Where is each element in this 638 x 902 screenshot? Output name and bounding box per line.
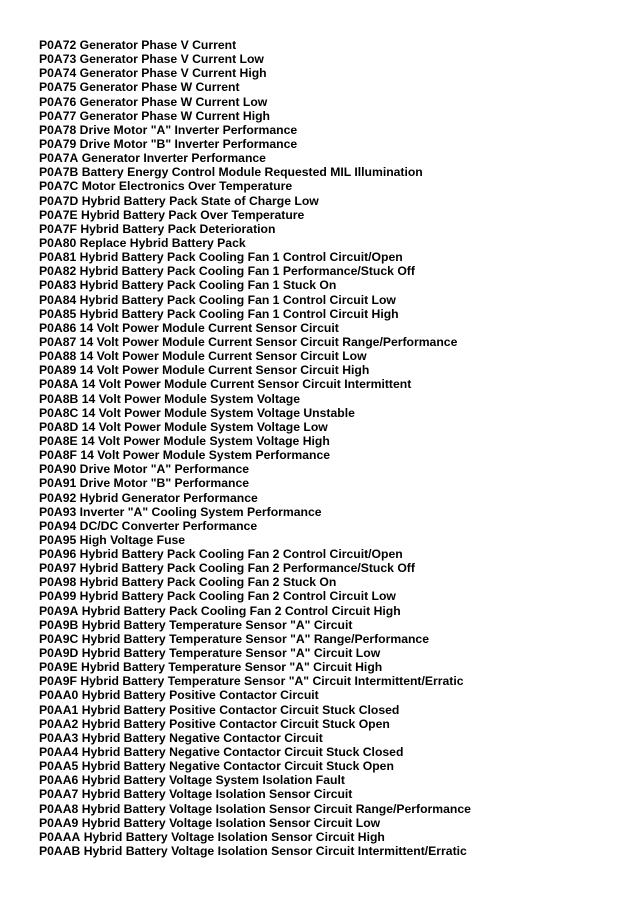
dtc-description: 14 Volt Power Module System Voltage High — [81, 433, 330, 448]
list-item — [39, 377, 471, 391]
dtc-description: Hybrid Battery Temperature Sensor "A" Circuit — [81, 617, 353, 632]
dtc-description: Inverter "A" Cooling System Performance — [79, 504, 322, 519]
dtc-code: P0A84 — [39, 292, 77, 307]
dtc-description: Generator Phase V Current Low — [79, 52, 264, 67]
list-item — [39, 802, 471, 816]
list-item — [39, 604, 471, 618]
dtc-description: Hybrid Battery Negative Contactor Circuit Stuck Open — [81, 759, 394, 774]
code-list — [39, 38, 471, 858]
dtc-description: 14 Volt Power Module System Voltage Unstable — [81, 405, 355, 420]
dtc-description: Hybrid Battery Pack Cooling Fan 1 Performance/Stuck Off — [79, 264, 415, 279]
dtc-code: P0A8E — [39, 433, 78, 448]
dtc-code: P0A7E — [39, 207, 78, 222]
dtc-code: P0A91 — [39, 476, 77, 491]
list-item — [39, 476, 471, 490]
dtc-code: P0AA1 — [39, 702, 79, 717]
dtc-code: P0A9C — [39, 631, 79, 646]
dtc-code: P0A7A — [39, 151, 79, 166]
dtc-code: P0A9B — [39, 617, 79, 632]
dtc-code: P0A98 — [39, 575, 77, 590]
list-item — [39, 95, 471, 109]
dtc-code: P0A9E — [39, 660, 78, 675]
dtc-code: P0AA6 — [39, 773, 79, 788]
dtc-description: Hybrid Battery Negative Contactor Circuit Stuck Closed — [81, 745, 404, 760]
list-item — [39, 462, 471, 476]
dtc-description: 14 Volt Power Module Current Sensor Circuit Range/Performance — [79, 334, 458, 349]
list-item — [39, 547, 471, 561]
dtc-description: 14 Volt Power Module Current Sensor Circuit Low — [79, 349, 367, 364]
dtc-code: P0AA2 — [39, 716, 79, 731]
list-item — [39, 703, 471, 717]
list-item — [39, 406, 471, 420]
list-item — [39, 448, 471, 462]
dtc-description: Hybrid Generator Performance — [79, 490, 258, 505]
dtc-code: P0A75 — [39, 80, 77, 95]
dtc-description: 14 Volt Power Module System Performance — [80, 448, 331, 463]
dtc-description: Battery Energy Control Module Requested MIL Illumination — [81, 165, 423, 180]
dtc-description: Hybrid Battery Pack Deterioration — [80, 221, 276, 236]
dtc-description: Hybrid Battery Voltage Isolation Sensor Circuit Intermittent/Erratic — [83, 844, 467, 859]
dtc-code: P0A7B — [39, 165, 79, 180]
list-item — [39, 505, 471, 519]
dtc-description: Hybrid Battery Pack State of Charge Low — [81, 193, 319, 208]
dtc-code: P0AA8 — [39, 801, 79, 816]
list-item — [39, 321, 471, 335]
dtc-code: P0A94 — [39, 518, 77, 533]
list-item — [39, 52, 471, 66]
list-item — [39, 307, 471, 321]
list-item — [39, 208, 471, 222]
list-item — [39, 575, 471, 589]
dtc-description: Generator Inverter Performance — [81, 151, 266, 166]
dtc-description: Hybrid Battery Pack Cooling Fan 2 Stuck On — [79, 575, 337, 590]
list-item — [39, 844, 471, 858]
dtc-code: P0A85 — [39, 306, 77, 321]
dtc-code: P0A8B — [39, 391, 79, 406]
list-item — [39, 165, 471, 179]
dtc-code: P0A9A — [39, 603, 79, 618]
dtc-code: P0A86 — [39, 320, 77, 335]
dtc-description: Hybrid Battery Positive Contactor Circuit — [81, 688, 319, 703]
dtc-code: P0A77 — [39, 108, 77, 123]
dtc-description: 14 Volt Power Module Current Sensor Circuit Intermittent — [81, 377, 412, 392]
list-item — [39, 646, 471, 660]
list-item — [39, 264, 471, 278]
list-item — [39, 773, 471, 787]
dtc-description: Generator Phase V Current — [79, 38, 237, 52]
list-item — [39, 759, 471, 773]
dtc-code: P0A87 — [39, 334, 77, 349]
dtc-description: Hybrid Battery Temperature Sensor "A" Circuit High — [81, 660, 383, 675]
dtc-description: 14 Volt Power Module System Voltage — [81, 391, 300, 406]
dtc-description: 14 Volt Power Module Current Sensor Circuit — [79, 320, 339, 335]
list-item — [39, 392, 471, 406]
dtc-code: P0AA0 — [39, 688, 79, 703]
list-item — [39, 632, 471, 646]
list-item — [39, 519, 471, 533]
list-item — [39, 137, 471, 151]
list-item — [39, 618, 471, 632]
list-item — [39, 816, 471, 830]
dtc-description: Hybrid Battery Pack Cooling Fan 1 Control Circuit Low — [79, 292, 396, 307]
list-item — [39, 123, 471, 137]
dtc-code: P0AAB — [39, 844, 81, 859]
list-item — [39, 717, 471, 731]
dtc-code: P0A90 — [39, 462, 77, 477]
dtc-code: P0A89 — [39, 363, 77, 378]
dtc-code: P0A95 — [39, 532, 77, 547]
dtc-description: Hybrid Battery Negative Contactor Circuit — [81, 730, 323, 745]
list-item — [39, 434, 471, 448]
list-item — [39, 688, 471, 702]
dtc-code: P0A82 — [39, 264, 77, 279]
list-item — [39, 589, 471, 603]
dtc-code: P0A9F — [39, 674, 77, 689]
dtc-description: Hybrid Battery Pack Cooling Fan 1 Control Circuit/Open — [79, 250, 403, 265]
dtc-code: P0A7C — [39, 179, 79, 194]
list-item — [39, 250, 471, 264]
dtc-code: P0A9D — [39, 646, 79, 661]
list-item — [39, 349, 471, 363]
list-item — [39, 236, 471, 250]
dtc-description: Hybrid Battery Voltage Isolation Sensor Circuit Range/Performance — [81, 801, 471, 816]
dtc-description: High Voltage Fuse — [79, 532, 186, 547]
dtc-code: P0A7D — [39, 193, 79, 208]
dtc-description: Hybrid Battery Voltage System Isolation Fault — [81, 773, 345, 788]
dtc-description: Hybrid Battery Pack Over Temperature — [81, 207, 305, 222]
dtc-description: DC/DC Converter Performance — [79, 518, 258, 533]
list-item — [39, 109, 471, 123]
dtc-code: P0A88 — [39, 349, 77, 364]
dtc-code: P0A7F — [39, 221, 77, 236]
dtc-code: P0A8C — [39, 405, 79, 420]
dtc-code: P0A99 — [39, 589, 77, 604]
dtc-description: Replace Hybrid Battery Pack — [79, 235, 246, 250]
dtc-description: Hybrid Battery Temperature Sensor "A" Range/Performance — [81, 631, 429, 646]
dtc-description: Hybrid Battery Positive Contactor Circuit Stuck Open — [81, 716, 390, 731]
dtc-description: Hybrid Battery Pack Cooling Fan 2 Performance/Stuck Off — [79, 561, 415, 576]
dtc-code: P0A74 — [39, 66, 77, 81]
list-item — [39, 491, 471, 505]
list-item — [39, 420, 471, 434]
list-item — [39, 38, 471, 52]
dtc-description: Hybrid Battery Pack Cooling Fan 1 Stuck On — [79, 278, 337, 293]
dtc-code: P0AA9 — [39, 815, 79, 830]
dtc-code: P0A78 — [39, 122, 77, 137]
dtc-description: Hybrid Battery Voltage Isolation Sensor Circuit — [81, 787, 353, 802]
list-item — [39, 194, 471, 208]
list-item — [39, 533, 471, 547]
dtc-description: Hybrid Battery Positive Contactor Circuit Stuck Closed — [81, 702, 400, 717]
dtc-code: P0A8F — [39, 448, 77, 463]
list-item — [39, 278, 471, 292]
dtc-description: Hybrid Battery Voltage Isolation Sensor Circuit High — [83, 829, 385, 844]
list-item — [39, 151, 471, 165]
list-item — [39, 561, 471, 575]
dtc-code: P0A92 — [39, 490, 77, 505]
dtc-description: 14 Volt Power Module System Voltage Low — [81, 419, 328, 434]
dtc-description: 14 Volt Power Module Current Sensor Circuit High — [79, 363, 370, 378]
dtc-description: Drive Motor "A" Inverter Performance — [79, 122, 298, 137]
dtc-code: P0AA7 — [39, 787, 79, 802]
list-item — [39, 179, 471, 193]
list-item — [39, 222, 471, 236]
dtc-code: P0A76 — [39, 94, 77, 109]
dtc-code: P0AA5 — [39, 759, 79, 774]
dtc-description: Hybrid Battery Temperature Sensor "A" Circuit Low — [81, 646, 381, 661]
dtc-code: P0A83 — [39, 278, 77, 293]
dtc-code: P0A8D — [39, 419, 79, 434]
dtc-description: Motor Electronics Over Temperature — [81, 179, 293, 194]
dtc-description: Hybrid Battery Pack Cooling Fan 1 Control Circuit High — [79, 306, 399, 321]
list-item — [39, 363, 471, 377]
list-item — [39, 335, 471, 349]
dtc-code: P0A72 — [39, 38, 77, 52]
dtc-code: P0A93 — [39, 504, 77, 519]
dtc-description: Hybrid Battery Pack Cooling Fan 2 Control Circuit Low — [79, 589, 396, 604]
dtc-description: Generator Phase V Current High — [79, 66, 267, 81]
list-item — [39, 787, 471, 801]
dtc-description: Hybrid Battery Temperature Sensor "A" Circuit Intermittent/Erratic — [80, 674, 464, 689]
dtc-code: P0A81 — [39, 250, 77, 265]
dtc-description: Drive Motor "B" Performance — [79, 476, 250, 491]
dtc-description: Generator Phase W Current Low — [79, 94, 268, 109]
list-item — [39, 731, 471, 745]
dtc-description: Hybrid Battery Voltage Isolation Sensor Circuit Low — [81, 815, 381, 830]
dtc-description: Generator Phase W Current — [79, 80, 240, 95]
dtc-description: Hybrid Battery Pack Cooling Fan 2 Control Circuit High — [81, 603, 401, 618]
list-item — [39, 660, 471, 674]
dtc-code: P0A80 — [39, 235, 77, 250]
dtc-description: Drive Motor "B" Inverter Performance — [79, 136, 298, 151]
dtc-code: P0A79 — [39, 136, 77, 151]
dtc-code: P0A97 — [39, 561, 77, 576]
dtc-code: P0AAA — [39, 829, 81, 844]
dtc-code: P0A73 — [39, 52, 77, 67]
list-item — [39, 80, 471, 94]
list-item — [39, 674, 471, 688]
list-item — [39, 830, 471, 844]
dtc-code: P0A96 — [39, 547, 77, 562]
list-item — [39, 66, 471, 80]
dtc-description: Drive Motor "A" Performance — [79, 462, 250, 477]
dtc-code: P0AA4 — [39, 745, 79, 760]
dtc-description: Hybrid Battery Pack Cooling Fan 2 Control Circuit/Open — [79, 547, 403, 562]
list-item — [39, 293, 471, 307]
dtc-description: Generator Phase W Current High — [79, 108, 270, 123]
list-item — [39, 745, 471, 759]
dtc-code: P0AA3 — [39, 730, 79, 745]
dtc-code: P0A8A — [39, 377, 79, 392]
